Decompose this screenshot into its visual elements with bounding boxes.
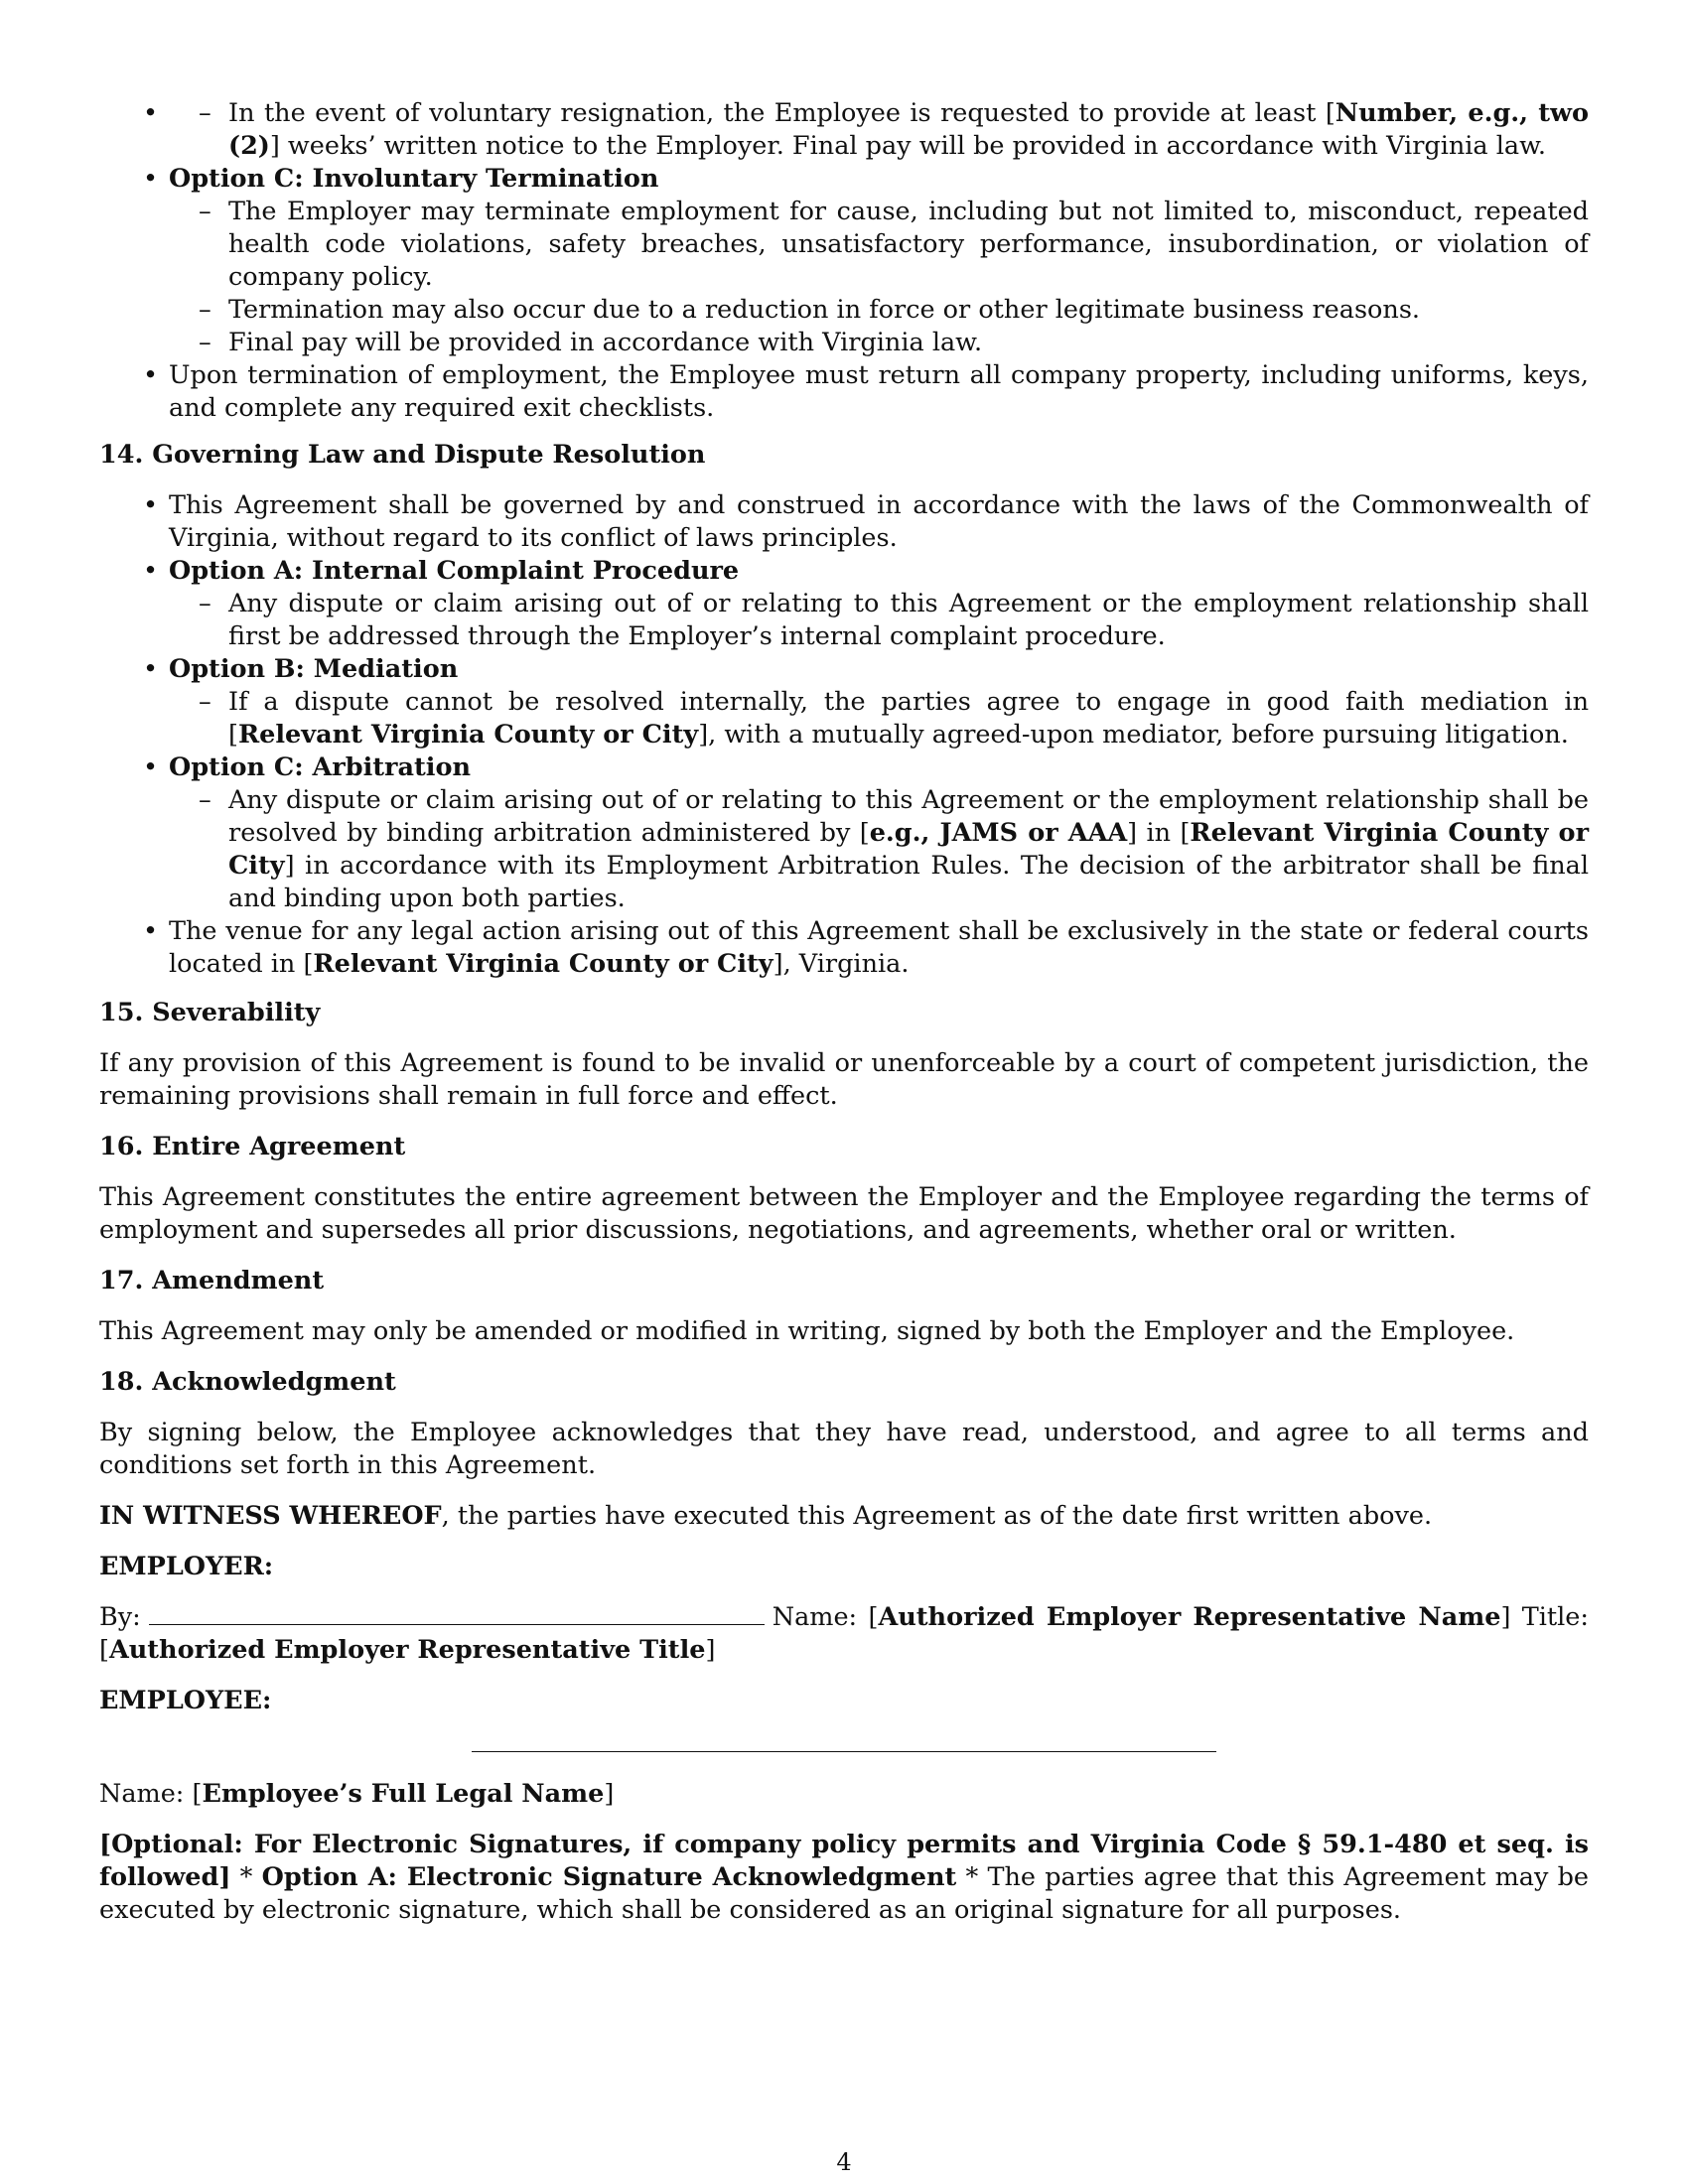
section-heading: 14. Governing Law and Dispute Resolution <box>99 440 706 470</box>
optional-esignature <box>99 1829 1589 1927</box>
placeholder-field: Relevant Virginia County or City <box>228 818 1590 881</box>
list-item: – Any dispute or claim arising out of or relating to this Agreement or the employment relationship shall first be addressed through the Employer’s internal complaint procedure. <box>228 588 1589 653</box>
placeholder-field: Relevant Virginia County or City <box>313 949 774 979</box>
paragraph: This Agreement may only be amended or modified in writing, signed by both the Employer and the Employee. <box>99 1316 1515 1346</box>
text: If a dispute cannot be resolved internally, the parties agree to engage in good faith mediation in [ <box>228 687 1589 750</box>
list-item <box>169 163 1589 359</box>
text: ] weeks’ written notice to the Employer. Final pay will be provided in accordance with Virginia law. <box>269 131 1547 161</box>
option-title: Option C: Involuntary Termination <box>169 164 659 194</box>
text: , the parties have executed this Agreement as of the date first written above. <box>441 1501 1433 1531</box>
list-item: • This Agreement shall be governed by and construed in accordance with the laws of the Commonwealth of Virginia, without regard to its conflict of laws principles. <box>169 489 1589 555</box>
list-item: – Termination may also occur due to a reduction in force or other legitimate business reasons. <box>228 294 1589 327</box>
text: The venue for any legal action arising out of this Agreement shall be exclusively in the state or federal courts located in [ <box>169 916 1589 979</box>
list-item <box>169 751 1589 915</box>
text: ] in accordance with its Employment Arbitration Rules. The decision of the arbitrator shall be final and binding upon both parties. <box>228 851 1589 913</box>
list-item: • Upon termination of employment, the Employee must return all company property, including uniforms, keys, and complete any required exit checklists. <box>169 359 1589 425</box>
by-label: By: <box>99 1602 141 1632</box>
document-page <box>99 97 1589 1945</box>
option-title: Option B: Mediation <box>169 654 459 684</box>
placeholder-field: Employee’s Full Legal Name <box>202 1779 605 1809</box>
text: ] <box>705 1635 716 1665</box>
text: Name: [ <box>99 1779 203 1809</box>
section-heading: 17. Amendment <box>99 1266 325 1296</box>
text: * <box>230 1862 262 1892</box>
employer-signature-block <box>99 1601 1589 1667</box>
section-heading: 16. Entire Agreement <box>99 1132 406 1161</box>
employer-heading: EMPLOYER: <box>99 1552 274 1581</box>
list-item <box>169 97 1589 163</box>
text: Any dispute or claim arising out of or relating to this Agreement or the employment relationship shall be resolved by binding arbitration administered by [ <box>228 785 1589 848</box>
page-number: 4 <box>836 2148 852 2176</box>
placeholder-field: [Optional: For Electronic Signatures, if company policy permits and Virginia Code § 59.1-480 et seq. is followed] <box>99 1830 1589 1892</box>
text: ] Title: [ <box>99 1602 1589 1665</box>
witness-clause <box>99 1500 1589 1533</box>
option-title: Option A: Electronic Signature Acknowledgment <box>261 1862 957 1892</box>
paragraph: If any provision of this Agreement is found to be invalid or unenforceable by a court of competent jurisdiction, the remaining provisions shall remain in full force and effect. <box>99 1048 1589 1111</box>
list-item: – The Employer may terminate employment for cause, including but not limited to, misconduct, repeated health code violations, safety breaches, unsatisfactory performance, insubordination, or violation of company policy. <box>228 196 1589 294</box>
placeholder-field: Authorized Employer Representative Name <box>878 1602 1501 1632</box>
text: Name: [ <box>772 1602 879 1632</box>
placeholder-field: Authorized Employer Representative Title <box>108 1635 706 1665</box>
employer-signature-line[interactable] <box>149 1602 765 1625</box>
section-14-list <box>99 489 1589 981</box>
text: * The parties agree that this Agreement may be executed by electronic signature, which shall be considered as an original signature for all purposes. <box>99 1862 1589 1925</box>
witness-label: IN WITNESS WHEREOF <box>99 1501 442 1531</box>
list-item <box>228 686 1589 751</box>
text: ], Virginia. <box>773 949 910 979</box>
paragraph: By signing below, the Employee acknowledges that they have read, understood, and agree to all terms and conditions set forth in this Agreement. <box>99 1418 1589 1480</box>
employee-name-line <box>99 1778 1589 1811</box>
section-heading: 15. Severability <box>99 998 321 1027</box>
list-item <box>228 784 1589 915</box>
section-heading: 18. Acknowledgment <box>99 1367 396 1397</box>
list-item <box>169 653 1589 751</box>
employee-heading: EMPLOYEE: <box>99 1686 272 1715</box>
employee-signature-line[interactable] <box>472 1729 1216 1752</box>
option-title: Option C: Arbitration <box>169 752 472 782</box>
placeholder-field: Number, e.g., two (2) <box>228 98 1589 161</box>
resignation-notice <box>228 97 1589 163</box>
text: ] in [ <box>1127 818 1191 848</box>
termination-list <box>99 97 1589 425</box>
text: In the event of voluntary resignation, the Employee is requested to provide at least [ <box>228 98 1336 128</box>
list-item <box>169 915 1589 981</box>
text: ] <box>604 1779 615 1809</box>
option-title: Option A: Internal Complaint Procedure <box>169 556 740 586</box>
text: ], with a mutually agreed-upon mediator, before pursuing litigation. <box>698 720 1569 750</box>
placeholder-field: e.g., JAMS or AAA <box>869 818 1128 848</box>
placeholder-field: Relevant Virginia County or City <box>237 720 699 750</box>
list-item: – Final pay will be provided in accordance with Virginia law. <box>228 327 1589 359</box>
paragraph: This Agreement constitutes the entire agreement between the Employer and the Employee regarding the terms of employment and supersedes all prior discussions, negotiations, and agreements, whether oral or written. <box>99 1182 1589 1245</box>
list-item <box>169 555 1589 653</box>
